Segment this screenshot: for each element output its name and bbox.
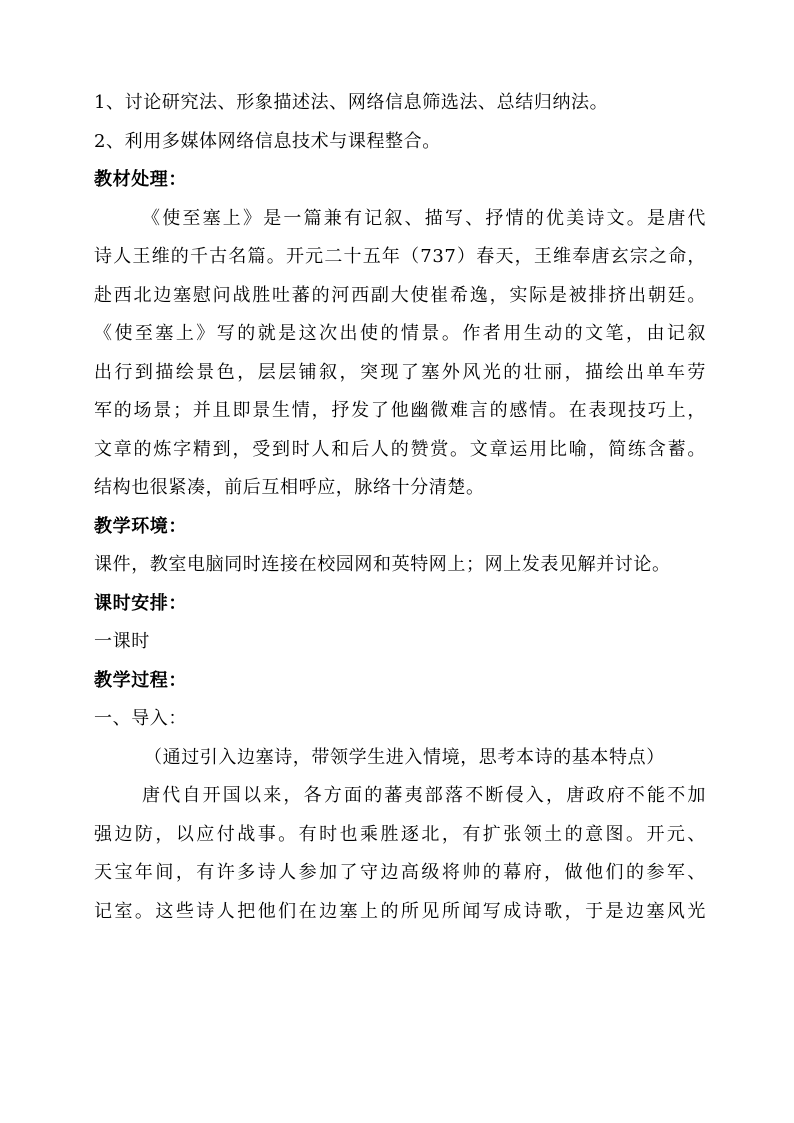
process-heading: 教学过程： [94, 669, 187, 691]
material-line-6: 军的场景；并且即景生情，抒发了他幽微难言的感情。在表现技巧上， [94, 400, 706, 421]
section-one-note: （通过引入边塞诗，带领学生进入情境，思考本诗的基本特点） [144, 746, 665, 768]
intro-line-2: 强边防，以应付战事。有时也乘胜逐北，有扩张领土的意图。开元、 [94, 823, 706, 845]
document-page [94, 84, 706, 931]
material-line-3: 赴西北边塞慰问战胜吐蕃的河西副大使崔希逸，实际是被排挤出朝廷。 [94, 284, 706, 306]
method-item-2: 2、利用多媒体网络信息技术与课程整合。 [94, 130, 441, 152]
schedule-heading: 课时安排： [94, 592, 187, 614]
environment-heading: 教学环境： [94, 515, 187, 537]
material-line-2: 诗人王维的千古名篇。开元二十五年（737）春天，王维奉唐玄宗之命， [94, 246, 706, 267]
schedule-text: 一课时 [94, 631, 150, 652]
intro-line-1: 唐代自开国以来，各方面的蕃夷部落不断侵入，唐政府不能不加 [142, 785, 706, 806]
material-line-7: 文章的炼字精到，受到时人和后人的赞赏。文章运用比喻，简练含蓄。 [94, 438, 706, 460]
method-item-1: 1、讨论研究法、形象描述法、网络信息筛选法、总结归纳法。 [94, 92, 609, 113]
material-heading: 教材处理： [94, 169, 187, 190]
material-line-5: 出行到描绘景色，层层铺叙，突现了塞外风光的壮丽，描绘出单车劳 [94, 361, 706, 383]
environment-text: 课件，教室电脑同时连接在校园网和英特网上；网上发表见解并讨论。 [94, 554, 671, 575]
intro-line-4: 记室。这些诗人把他们在边塞上的所见所闻写成诗歌，于是边塞风光 [94, 900, 706, 922]
section-one-title: 一、导入： [94, 708, 187, 729]
material-line-8: 结构也很紧凑，前后互相呼应，脉络十分清楚。 [94, 477, 485, 498]
intro-line-3: 天宝年间，有许多诗人参加了守边高级将帅的幕府，做他们的参军、 [94, 862, 706, 883]
material-line-1: 《使至塞上》是一篇兼有记叙、描写、抒情的优美诗文。是唐代 [142, 207, 706, 229]
material-line-4: 《使至塞上》写的就是这次出使的情景。作者用生动的文笔，由记叙 [94, 323, 706, 344]
